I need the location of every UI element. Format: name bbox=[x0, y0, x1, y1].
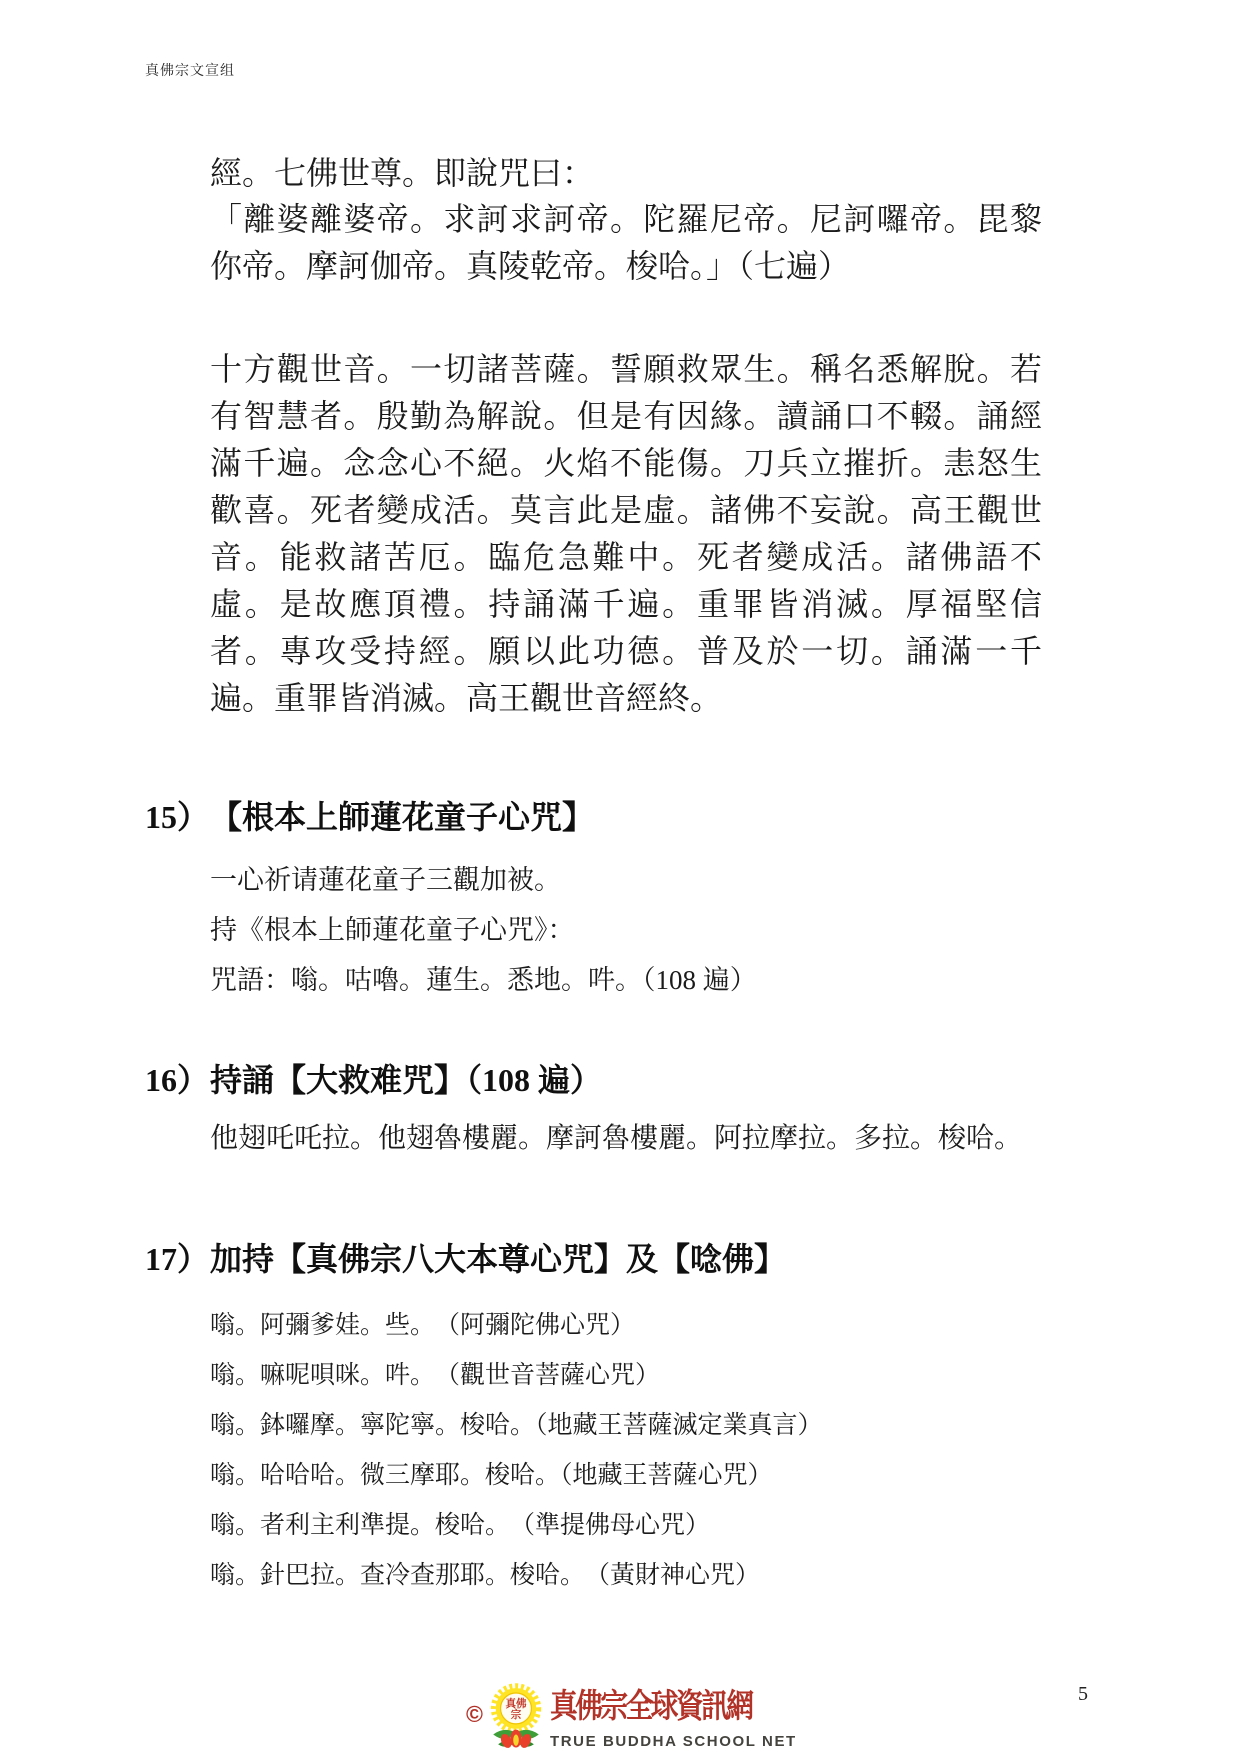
site-name-english: TRUE BUDDHA SCHOOL NET bbox=[549, 1733, 797, 1750]
text-line: 嗡。者利主利準提。梭哈。 （準提佛母心咒） bbox=[210, 1512, 711, 1539]
paragraph-intro bbox=[210, 150, 1042, 197]
text-line: 歡喜。死者變成活。莫言此是虛。諸佛不妄說。高王觀世 bbox=[210, 492, 1042, 528]
section-17-body bbox=[210, 1301, 1042, 1601]
text-line: 者。專攻受持經。願以此功德。普及於一切。誦滿一千 bbox=[210, 633, 1042, 669]
text-line: 一心祈请蓮花童子三觀加被。 bbox=[210, 865, 561, 895]
svg-text:真佛: 真佛 bbox=[505, 1698, 527, 1710]
text-line: 他翅吒吒拉。他翅魯樓麗。摩訶魯樓麗。阿拉摩拉。多拉。梭哈。 bbox=[210, 1123, 1023, 1154]
text-line: 經。七佛世尊。即說咒曰： bbox=[210, 155, 595, 191]
text-line: 十方觀世音。一切諸菩薩。誓願救眾生。稱名悉解脫。若 bbox=[210, 351, 1042, 387]
copyright-icon: © bbox=[466, 1701, 483, 1727]
text-line: 嗡。阿彌爹娃。些。 （阿彌陀佛心咒） bbox=[210, 1312, 636, 1339]
text-line: 嗡。針巴拉。查冷查那耶。梭哈。 （黃財神心咒） bbox=[210, 1562, 761, 1589]
section-title: 持誦【大救难咒】（108 遍） bbox=[210, 1062, 603, 1098]
text-line: 嗡。哈哈哈。微三摩耶。梭哈。（地藏王菩薩心咒） bbox=[210, 1462, 773, 1489]
svg-text:宗: 宗 bbox=[510, 1710, 522, 1722]
section-number: 16） bbox=[145, 1062, 210, 1098]
site-name bbox=[550, 1687, 797, 1750]
text-line: 嗡。鉢囉摩。寧陀寧。梭哈。（地藏王菩薩滅定業真言） bbox=[210, 1412, 823, 1439]
text-line: 滿千遍。念念心不絕。火焰不能傷。刀兵立摧折。恚怒生 bbox=[210, 445, 1042, 481]
section-15-heading bbox=[145, 795, 1042, 839]
section-17-heading bbox=[145, 1237, 1042, 1281]
section-16-heading bbox=[145, 1058, 1042, 1102]
text-line: 你帝。摩訶伽帝。真陵乾帝。梭哈。」（七遍） bbox=[210, 248, 851, 284]
section-title: 【根本上師蓮花童子心咒】 bbox=[210, 799, 595, 835]
text-line: 「離婆離婆帝。求訶求訶帝。陀羅尼帝。尼訶囉帝。毘黎 bbox=[210, 201, 1042, 237]
page-number: 5 bbox=[1078, 1683, 1088, 1705]
text-line: 持《根本上師蓮花童子心咒》： bbox=[210, 915, 575, 945]
text-line: 有智慧者。殷勤為解說。但是有因緣。讀誦口不輟。誦經 bbox=[210, 398, 1042, 434]
section-number: 15） bbox=[145, 799, 210, 835]
text-line: 虛。是故應頂禮。持誦滿千遍。重罪皆消滅。厚福堅信 bbox=[210, 586, 1042, 622]
text-line: 咒語：嗡。咕嚕。蓮生。悉地。吽。（108 遍） bbox=[210, 965, 757, 995]
header-org-label: 真佛宗文宣组 bbox=[145, 62, 235, 78]
paragraph-mantra bbox=[210, 196, 1042, 290]
section-number: 17） bbox=[145, 1241, 210, 1277]
paragraph-sutra bbox=[210, 346, 1042, 722]
site-name-chinese: 真佛宗全球資訊網 bbox=[549, 1689, 752, 1725]
text-line: 音。能救諸苦厄。臨危急難中。死者變成活。諸佛語不 bbox=[210, 539, 1042, 575]
section-16-body bbox=[210, 1114, 1042, 1164]
text-line: 嗡。嘛呢唄咪。吽。 （觀世音菩薩心咒） bbox=[210, 1362, 661, 1389]
footer-logo bbox=[466, 1683, 797, 1755]
section-15-body bbox=[210, 855, 1042, 1005]
section-title: 加持【真佛宗八大本尊心咒】及【唸佛】 bbox=[210, 1241, 787, 1277]
lotus-badge-icon bbox=[490, 1683, 542, 1755]
text-line: 遍。重罪皆消滅。高王觀世音經終。 bbox=[210, 680, 723, 716]
